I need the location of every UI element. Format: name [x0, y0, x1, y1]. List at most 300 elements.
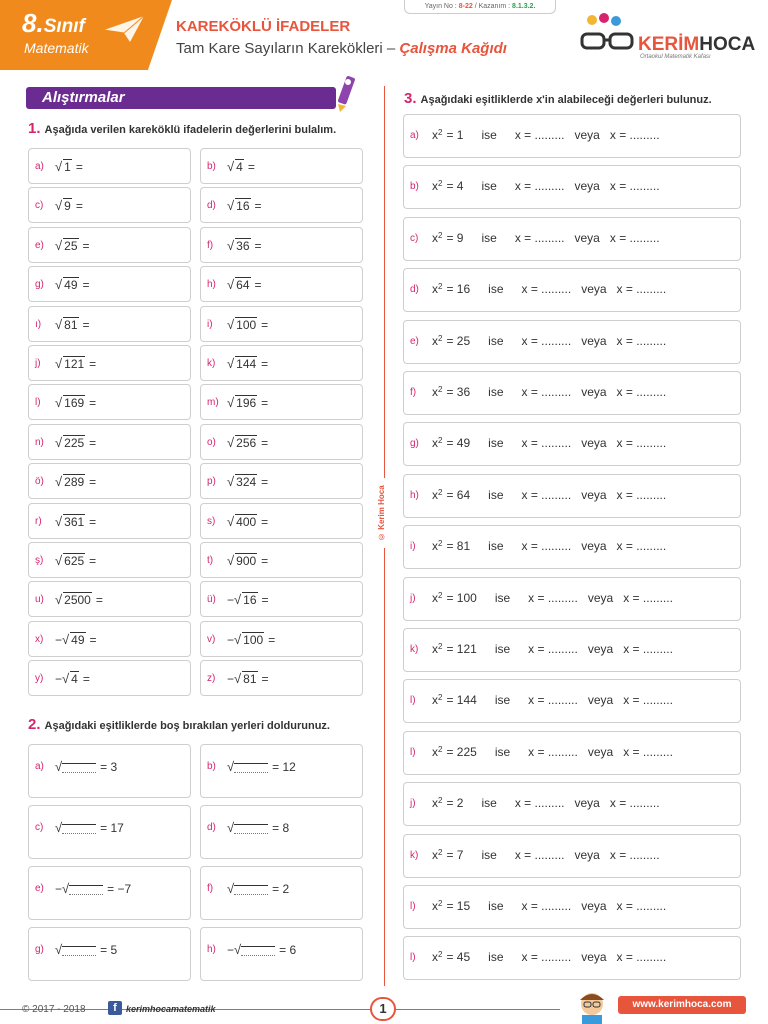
item-letter: j) — [35, 358, 41, 369]
equals-sign: = — [247, 160, 255, 174]
veya-word: veya — [574, 179, 600, 193]
equals-sign: = — [89, 357, 97, 371]
equals-sign: = — [89, 396, 97, 410]
value: = 25 — [446, 334, 471, 348]
item-letter: k) — [410, 850, 419, 861]
answer-blank-1: x = ......... — [528, 642, 578, 656]
q1-item-box[interactable] — [28, 306, 191, 342]
sqrt-sign-icon: √ — [227, 881, 235, 896]
item-letter: a) — [35, 761, 44, 772]
equals-sign: = — [261, 515, 269, 529]
answer-blank-1: x = ......... — [521, 385, 572, 399]
q2-item-box[interactable] — [28, 927, 191, 981]
item-letter: l) — [410, 901, 416, 912]
header — [0, 0, 768, 70]
q2-item-box[interactable] — [200, 927, 363, 981]
sqrt-expression — [227, 198, 262, 213]
radicand: 144 — [236, 357, 257, 371]
value: = 64 — [446, 488, 471, 502]
q1-item-box[interactable] — [200, 463, 363, 499]
q1-item-box[interactable] — [28, 424, 191, 460]
ise-word: ise — [488, 950, 504, 964]
q1-item-box[interactable] — [28, 542, 191, 578]
value: = 36 — [446, 385, 471, 399]
sqrt-sign-icon: √ — [227, 820, 235, 835]
item-letter: l) — [410, 952, 416, 963]
q3-item-box[interactable] — [403, 936, 741, 980]
q1-item-box[interactable] — [200, 424, 363, 460]
variable: x — [432, 179, 438, 193]
logo-text: KERİMHOCA — [638, 34, 756, 55]
q3-item-box[interactable] — [403, 834, 741, 878]
equation — [432, 488, 666, 502]
right-hand-side: = 8 — [272, 821, 290, 835]
sqrt-sign-icon: √ — [55, 159, 63, 174]
equals-sign: = — [261, 475, 269, 489]
equation — [432, 693, 673, 707]
sqrt-blank-expression — [55, 759, 117, 774]
equals-sign: = — [261, 672, 269, 686]
q1-item-box[interactable] — [28, 227, 191, 263]
value: = 7 — [446, 848, 464, 862]
answer-blank-1: x = ......... — [514, 796, 565, 810]
q3-item-box[interactable] — [403, 422, 741, 466]
q1-item-box[interactable] — [200, 187, 363, 223]
q3-heading: 3. Aşağıdaki eşitliklerde x'in alabileceği değerleri bulunuz. — [404, 90, 712, 107]
equation — [432, 591, 673, 605]
q3-item-box[interactable] — [403, 165, 741, 209]
pencil-mascot-icon — [328, 72, 364, 112]
equals-sign: = — [261, 318, 269, 332]
equals-sign: = — [254, 199, 262, 213]
answer-blank-1: x = ......... — [528, 693, 578, 707]
value: = 4 — [446, 179, 464, 193]
sqrt-expression — [55, 395, 96, 410]
negative-sign: − — [55, 672, 63, 686]
equals-sign: = — [75, 160, 83, 174]
item-letter: h) — [207, 279, 216, 290]
q3-item-box[interactable] — [403, 474, 741, 518]
sqrt-expression — [227, 435, 268, 450]
variable: x — [432, 436, 438, 450]
page-subtitle: Tam Kare Sayıların Karekökleri – Çalışma Kağıdı — [176, 40, 507, 57]
value: = 9 — [446, 231, 464, 245]
item-letter: b) — [207, 161, 216, 172]
radicand: 900 — [236, 554, 257, 568]
equation — [432, 950, 666, 964]
q2-item-box[interactable] — [200, 805, 363, 859]
equation — [432, 231, 660, 245]
sqrt-sign-icon: √ — [234, 942, 242, 957]
item-letter: f) — [207, 883, 214, 894]
variable: x — [432, 745, 438, 759]
negative-sign: − — [55, 633, 63, 647]
sqrt-blank-expression — [55, 881, 131, 896]
blank-input[interactable] — [62, 824, 96, 834]
answer-blank-1: x = ......... — [514, 179, 565, 193]
ise-word: ise — [488, 334, 504, 348]
q3-item-box[interactable] — [403, 679, 741, 723]
radicand: 9 — [64, 199, 71, 213]
item-letter: j) — [410, 798, 416, 809]
equals-sign: = — [89, 475, 97, 489]
radicand: 2500 — [64, 593, 91, 607]
value: = 121 — [446, 642, 477, 656]
q3-item-box[interactable] — [403, 628, 741, 672]
sqrt-sign-icon: √ — [227, 317, 235, 332]
radicand: 81 — [243, 672, 257, 686]
item-letter: o) — [207, 437, 216, 448]
equals-sign: = — [82, 239, 90, 253]
sqrt-sign-icon: √ — [62, 881, 70, 896]
item-letter: h) — [410, 490, 419, 501]
q1-item-box[interactable] — [200, 581, 363, 617]
blank-input[interactable] — [241, 946, 275, 956]
item-letter: d) — [207, 200, 216, 211]
item-letter: ü) — [207, 594, 216, 605]
equals-sign: = — [254, 239, 262, 253]
veya-word: veya — [574, 128, 600, 142]
value: = 16 — [446, 282, 471, 296]
answer-blank-1: x = ......... — [521, 282, 572, 296]
page-title: KAREKÖKLÜ İFADELER — [176, 18, 351, 35]
answer-blank-1: x = ......... — [521, 436, 572, 450]
q3-item-box[interactable] — [403, 320, 741, 364]
equation — [432, 282, 666, 296]
equation — [432, 539, 666, 553]
exponent: 2 — [438, 334, 443, 343]
radicand: 100 — [236, 318, 257, 332]
q3-item-box[interactable] — [403, 525, 741, 569]
equation — [432, 642, 673, 656]
sqrt-expression — [55, 671, 90, 686]
item-letter: c) — [35, 822, 44, 833]
sqrt-sign-icon: √ — [55, 474, 63, 489]
q2-item-box[interactable] — [28, 744, 191, 798]
q2-item-box[interactable] — [28, 866, 191, 920]
publication-info: Yayın No : 8-22 / Kazanım : 8.1.3.2. — [404, 0, 556, 14]
sqrt-expression — [55, 553, 96, 568]
veya-word: veya — [581, 282, 607, 296]
answer-blank-2: x = ......... — [616, 950, 667, 964]
sqrt-expression — [227, 474, 268, 489]
q1-heading: 1. Aşağıda verilen kareköklü ifadelerin değerlerini bulalım. — [28, 120, 337, 137]
answer-blank-2: x = ......... — [609, 848, 660, 862]
q1-item-box[interactable] — [200, 148, 363, 184]
ise-word: ise — [494, 693, 511, 707]
q3-item-box[interactable] — [403, 731, 741, 775]
radicand: 121 — [64, 357, 85, 371]
veya-word: veya — [581, 539, 607, 553]
equals-sign: = — [75, 199, 83, 213]
exponent: 2 — [438, 950, 443, 959]
answer-blank-1: x = ......... — [521, 539, 572, 553]
equals-sign: = — [82, 278, 90, 292]
q3-item-box[interactable] — [403, 371, 741, 415]
blank-input[interactable] — [234, 824, 268, 834]
sqrt-sign-icon: √ — [55, 820, 63, 835]
variable: x — [432, 231, 438, 245]
equals-sign: = — [261, 436, 269, 450]
ise-word: ise — [481, 231, 497, 245]
paper-plane-icon — [104, 16, 144, 42]
exponent: 2 — [438, 796, 443, 805]
blank-input[interactable] — [234, 763, 268, 773]
sqrt-sign-icon: √ — [227, 514, 235, 529]
q3-item-box[interactable] — [403, 577, 741, 621]
ise-word: ise — [481, 796, 497, 810]
equation — [432, 179, 660, 193]
sqrt-sign-icon: √ — [227, 159, 235, 174]
sqrt-expression — [55, 198, 83, 213]
equals-sign: = — [89, 633, 97, 647]
grade-label: 8.Sınıf — [22, 8, 85, 38]
blank-input[interactable] — [62, 763, 96, 773]
sqrt-sign-icon: √ — [55, 435, 63, 450]
sqrt-expression — [55, 356, 96, 371]
q3-item-box[interactable] — [403, 268, 741, 312]
sqrt-expression — [55, 277, 90, 292]
answer-blank-1: x = ......... — [528, 745, 578, 759]
q2-heading: 2. Aşağıdaki eşitliklerde boş bırakılan yerleri doldurunuz. — [28, 716, 330, 733]
sqrt-expression — [227, 159, 255, 174]
equation — [432, 899, 666, 913]
q2-item-box[interactable] — [200, 866, 363, 920]
blank-input[interactable] — [234, 885, 268, 895]
negative-sign: − — [227, 593, 235, 607]
exponent: 2 — [438, 128, 443, 137]
radicand: 361 — [64, 515, 85, 529]
q1-item-box[interactable] — [28, 660, 191, 696]
sqrt-blank-expression — [227, 820, 289, 835]
radicand: 625 — [64, 554, 85, 568]
q1-item-box[interactable] — [200, 306, 363, 342]
equals-sign: = — [261, 593, 269, 607]
q1-item-box[interactable] — [200, 266, 363, 302]
item-letter: k) — [207, 358, 216, 369]
q1-item-box[interactable] — [28, 187, 191, 223]
radicand: 225 — [64, 436, 85, 450]
veya-word: veya — [581, 488, 607, 502]
ise-word: ise — [481, 128, 497, 142]
exponent: 2 — [438, 231, 443, 240]
answer-blank-1: x = ......... — [521, 488, 572, 502]
radicand: 100 — [243, 633, 264, 647]
q1-item-box[interactable] — [28, 463, 191, 499]
answer-blank-1: x = ......... — [521, 334, 572, 348]
equation — [432, 334, 666, 348]
sqrt-expression — [227, 592, 269, 607]
radicand: 4 — [71, 672, 78, 686]
watermark-label: © Kerim Hoca — [377, 478, 391, 548]
item-letter: l) — [35, 397, 41, 408]
sqrt-expression — [227, 277, 262, 292]
item-letter: i) — [207, 319, 213, 330]
veya-word: veya — [574, 231, 600, 245]
answer-blank-1: x = ......... — [528, 591, 578, 605]
sqrt-sign-icon: √ — [234, 632, 242, 647]
variable: x — [432, 488, 438, 502]
sqrt-sign-icon: √ — [55, 942, 63, 957]
item-letter: f) — [410, 387, 417, 398]
exponent: 2 — [438, 385, 443, 394]
q2-item-box[interactable] — [200, 744, 363, 798]
exponent: 2 — [438, 899, 443, 908]
q3-item-box[interactable] — [403, 782, 741, 826]
variable: x — [432, 642, 438, 656]
exponent: 2 — [438, 282, 443, 291]
q1-item-box[interactable] — [28, 148, 191, 184]
radicand: 81 — [64, 318, 78, 332]
item-letter: b) — [410, 181, 419, 192]
answer-blank-2: x = ......... — [623, 693, 673, 707]
item-letter: d) — [410, 284, 419, 295]
variable: x — [432, 282, 438, 296]
equation — [432, 848, 660, 862]
exponent: 2 — [438, 642, 443, 651]
q1-item-box[interactable] — [200, 660, 363, 696]
answer-blank-2: x = ......... — [616, 334, 667, 348]
copyright: © 2017 - 2018 — [22, 1004, 86, 1015]
q1-item-box[interactable] — [28, 621, 191, 657]
item-letter: i) — [410, 541, 416, 552]
variable: x — [432, 334, 438, 348]
equals-sign: = — [89, 436, 97, 450]
equals-sign: = — [254, 278, 262, 292]
right-hand-side: = −7 — [107, 882, 132, 896]
answer-blank-2: x = ......... — [623, 745, 673, 759]
veya-word: veya — [574, 848, 600, 862]
item-letter: g) — [410, 438, 419, 449]
q3-item-box[interactable] — [403, 217, 741, 261]
q2-item-box[interactable] — [28, 805, 191, 859]
q1-item-box[interactable] — [200, 345, 363, 381]
answer-blank-1: x = ......... — [521, 899, 572, 913]
variable: x — [432, 693, 438, 707]
exponent: 2 — [438, 179, 443, 188]
sqrt-sign-icon: √ — [55, 759, 63, 774]
blank-input[interactable] — [69, 885, 103, 895]
sqrt-blank-expression — [55, 820, 124, 835]
item-letter: ı) — [35, 319, 42, 330]
item-letter: t) — [207, 555, 214, 566]
sqrt-sign-icon: √ — [62, 632, 70, 647]
blank-input[interactable] — [62, 946, 96, 956]
answer-blank-2: x = ......... — [616, 539, 667, 553]
q3-item-box[interactable] — [403, 885, 741, 929]
answer-blank-2: x = ......... — [616, 282, 667, 296]
facebook-handle[interactable]: kerimhocamatematik — [126, 1004, 216, 1014]
value: = 144 — [446, 693, 477, 707]
ise-word: ise — [488, 899, 504, 913]
q1-item-box[interactable] — [200, 542, 363, 578]
radicand: 49 — [71, 633, 85, 647]
ise-word: ise — [481, 179, 497, 193]
negative-sign: − — [227, 672, 235, 686]
sqrt-sign-icon: √ — [55, 277, 63, 292]
radicand: 1 — [64, 160, 71, 174]
item-letter: s) — [207, 516, 216, 527]
exponent: 2 — [438, 848, 443, 857]
q1-item-box[interactable] — [200, 621, 363, 657]
radicand: 36 — [236, 239, 250, 253]
item-letter: a) — [410, 130, 419, 141]
value: = 45 — [446, 950, 471, 964]
equals-sign: = — [82, 318, 90, 332]
variable: x — [432, 539, 438, 553]
item-letter: l) — [410, 695, 416, 706]
q1-item-box[interactable] — [28, 266, 191, 302]
equals-sign: = — [268, 633, 276, 647]
radicand: 196 — [236, 396, 257, 410]
veya-word: veya — [581, 334, 607, 348]
sqrt-blank-expression — [227, 759, 296, 774]
veya-word: veya — [587, 591, 614, 605]
q1-item-box[interactable] — [200, 384, 363, 420]
sqrt-sign-icon: √ — [55, 317, 63, 332]
item-letter: p) — [207, 476, 216, 487]
sqrt-sign-icon: √ — [55, 592, 63, 607]
q1-item-box[interactable] — [28, 384, 191, 420]
radicand: 16 — [236, 199, 250, 213]
variable: x — [432, 950, 438, 964]
sqrt-blank-expression — [227, 881, 289, 896]
item-letter: x) — [35, 634, 44, 645]
sqrt-sign-icon: √ — [227, 356, 235, 371]
radicand: 4 — [236, 160, 243, 174]
item-letter: d) — [207, 822, 216, 833]
item-letter: ş) — [35, 555, 44, 566]
answer-blank-2: x = ......... — [609, 128, 660, 142]
ise-word: ise — [488, 282, 504, 296]
variable: x — [432, 128, 438, 142]
variable: x — [432, 899, 438, 913]
q1-item-box[interactable] — [200, 503, 363, 539]
ise-word: ise — [494, 591, 511, 605]
exponent: 2 — [438, 591, 443, 600]
veya-word: veya — [587, 693, 614, 707]
logo-subtitle: Ortaokul Matematik Kafası — [640, 54, 711, 60]
radicand: 324 — [236, 475, 257, 489]
sqrt-sign-icon: √ — [234, 671, 242, 686]
sqrt-expression — [227, 632, 275, 647]
answer-blank-2: x = ......... — [623, 642, 673, 656]
radicand: 400 — [236, 515, 257, 529]
q1-item-box[interactable] — [28, 345, 191, 381]
website-link[interactable]: www.kerimhoca.com — [618, 996, 746, 1014]
veya-word: veya — [587, 642, 614, 656]
ise-word: ise — [488, 385, 504, 399]
q1-item-box[interactable] — [28, 581, 191, 617]
value: = 15 — [446, 899, 471, 913]
sqrt-expression — [55, 435, 96, 450]
sqrt-expression — [55, 514, 96, 529]
q1-item-box[interactable] — [200, 227, 363, 263]
sqrt-expression — [227, 514, 268, 529]
q3-item-box[interactable] — [403, 114, 741, 158]
answer-blank-2: x = ......... — [609, 231, 660, 245]
right-hand-side: = 5 — [100, 943, 118, 957]
sqrt-expression — [55, 317, 90, 332]
ise-word: ise — [494, 642, 511, 656]
section-title: Alıştırmalar — [26, 87, 336, 109]
sqrt-sign-icon: √ — [55, 198, 63, 213]
sqrt-expression — [55, 238, 90, 253]
sqrt-expression — [227, 671, 269, 686]
variable: x — [432, 591, 438, 605]
q1-item-box[interactable] — [28, 503, 191, 539]
negative-sign: − — [227, 633, 235, 647]
